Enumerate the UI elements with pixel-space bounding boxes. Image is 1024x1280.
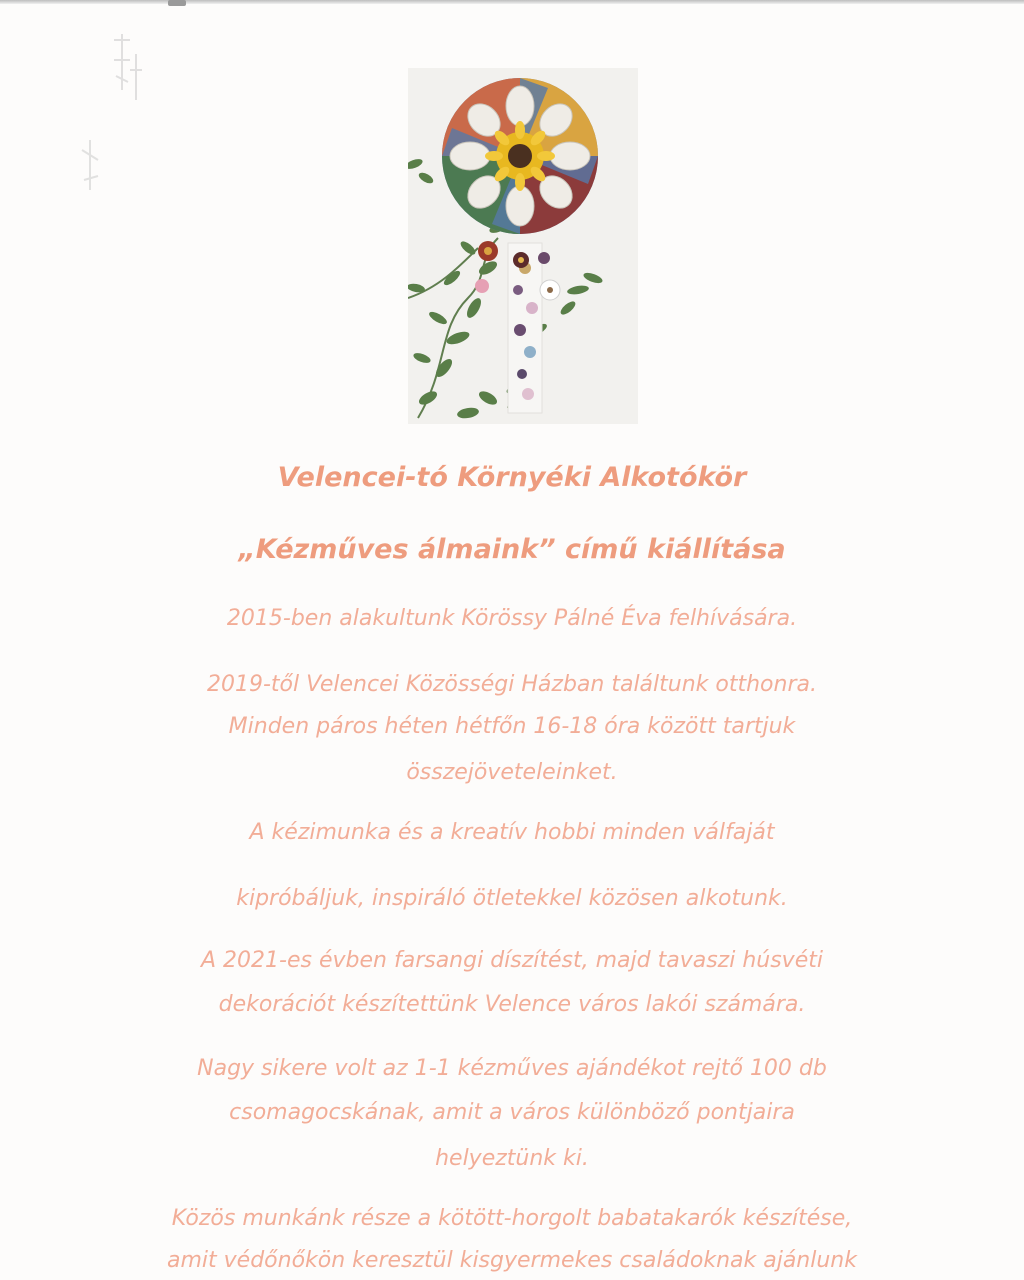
paragraph-line: összejöveteleinket.	[406, 760, 618, 785]
document-title: Velencei-tó Környéki Alkotókör	[277, 462, 747, 493]
paragraph-line: csomagocskának, amit a város különböző pontjaira	[229, 1100, 795, 1125]
paragraph-line: A kézimunka és a kreatív hobbi minden válfaját	[249, 820, 775, 845]
paragraph-line: A 2021-es évben farsangi díszítést, majd tavaszi húsvéti	[201, 948, 823, 973]
paragraph-line: helyeztünk ki.	[435, 1146, 589, 1171]
exhibition-title: „Kézműves álmaink” című kiállítása	[238, 534, 786, 565]
paragraph-line: kipróbáljuk, inspiráló ötletekkel közösen alkotunk.	[236, 886, 788, 911]
paragraph-line: Közös munkánk része a kötött-horgolt babatakarók készítése,	[171, 1206, 853, 1231]
paragraph-line: dekorációt készítettünk Velence város lakói számára.	[218, 992, 806, 1017]
paragraph-line: 2015-ben alakultunk Körössy Pálné Éva felhívására.	[226, 606, 798, 631]
paragraph-line: Nagy sikere volt az 1-1 kézműves ajándékot rejtő 100 db	[197, 1056, 827, 1081]
paragraph-line: amit védőnőkön keresztül kisgyermekes családoknak ajánlunk	[167, 1248, 857, 1273]
paragraph-line: 2019-től Velencei Közösségi Házban találtunk otthonra.	[207, 672, 817, 697]
paragraph-line: Minden páros héten hétfőn 16-18 óra között tartjuk	[228, 714, 796, 739]
